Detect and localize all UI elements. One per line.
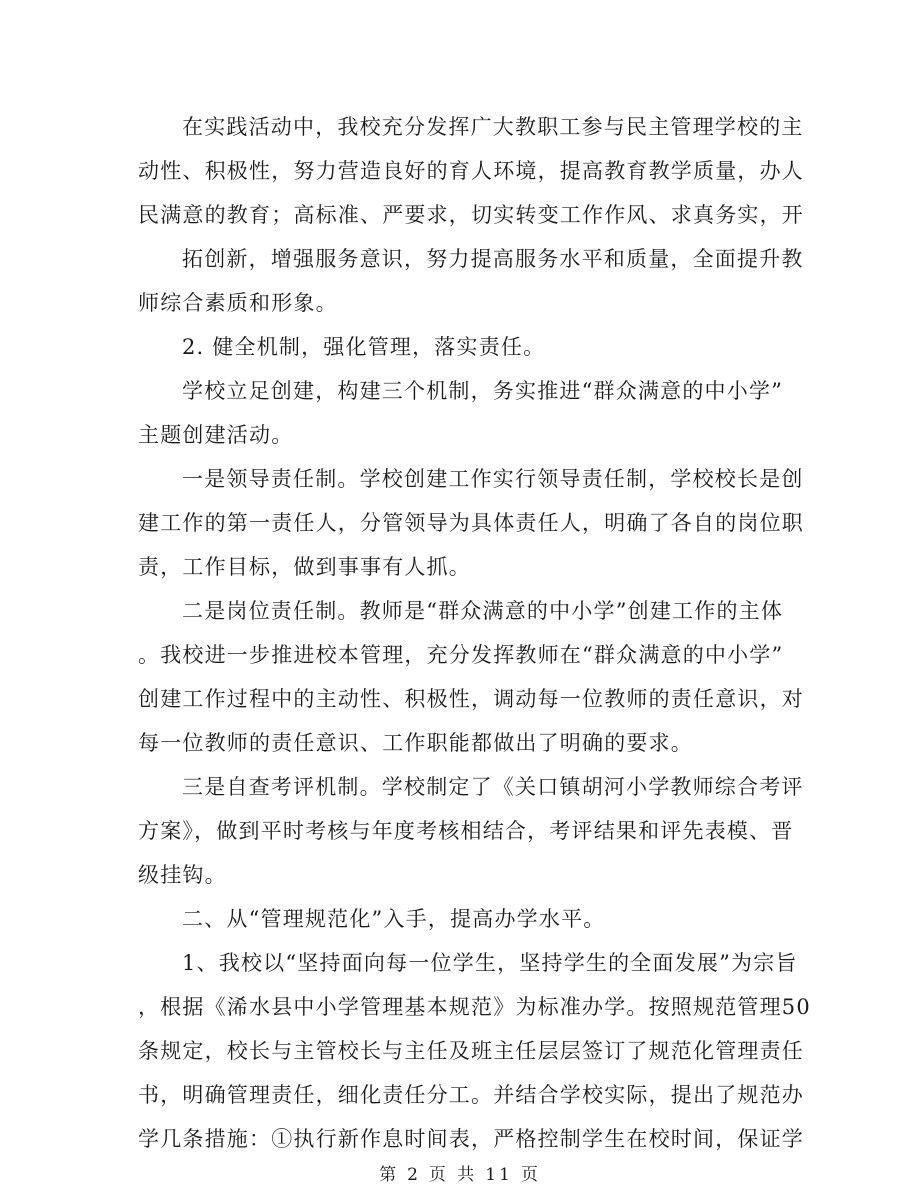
section-heading: 二、从“管理规范化”入手，提高办学水平。 [182,907,606,931]
footer-suffix: 页 [520,1165,541,1185]
paragraph-line: 民满意的教育；高标准、严要求，切实转变工作作风、求真务实，开 [138,203,804,227]
paragraph-line: 学校立足创建，构建三个机制，务实推进“群众满意的中小学” [182,379,784,403]
paragraph-line: 级挂钩。 [138,863,227,887]
paragraph-line: 责，工作目标，做到事事有人抓。 [138,555,471,579]
footer-page-number: 2 [407,1165,421,1185]
paragraph-line: 条规定，校长与主管校长与主任及班主任层层签订了规范化管理责任 [138,1039,804,1063]
paragraph-line: 学几条措施：①执行新作息时间表，严格控制学生在校时间，保证学 [138,1127,804,1151]
paragraph-line: 创建工作过程中的主动性、积极性，调动每一位教师的责任意识，对 [138,687,804,711]
paragraph-line: 方案》，做到平时考核与年度考核相结合，考评结果和评先表模、晋 [138,819,794,843]
paragraph-line: 书，明确管理责任，细化责任分工。并结合学校实际，提出了规范办 [138,1083,804,1107]
paragraph-line: 拓创新，增强服务意识，努力提高服务水平和质量，全面提升教 [182,247,804,271]
section-heading: 2. 健全机制，强化管理，落实责任。 [182,335,546,359]
paragraph-line: 一是领导责任制。学校创建工作实行领导责任制，学校校长是创 [182,467,804,491]
paragraph-line: 。我校进一步推进校本管理，充分发挥教师在“群众满意的中小学” [138,643,784,667]
paragraph-line: 二是岗位责任制。教师是“群众满意的中小学”创建工作的主体 [182,599,784,623]
paragraph-line: 每一位教师的责任意识、工作职能都做出了明确的要求。 [138,731,693,755]
paragraph-line: 师综合素质和形象。 [138,291,338,315]
footer-total-pages: 11 [485,1165,513,1185]
paragraph-line: ，根据《浠水县中小学管理基本规范》为标准办学。按照规范管理50 [138,995,811,1019]
paragraph-line: 动性、积极性，努力营造良好的育人环境，提高教育教学质量，办人 [138,159,804,183]
paragraph-line: 建工作的第一责任人，分管领导为具体责任人，明确了各自的岗位职 [138,511,804,535]
footer-middle: 页 共 [428,1165,478,1185]
page-footer [0,1160,920,1185]
paragraph-line: 1、我校以“坚持面向每一位学生，坚持学生的全面发展”为宗旨 [182,951,798,975]
paragraph-line: 主题创建活动。 [138,423,294,447]
footer-prefix: 第 [379,1165,400,1185]
paragraph-line: 三是自查考评机制。学校制定了《关口镇胡河小学教师综合考评 [182,775,804,799]
paragraph-line: 在实践活动中，我校充分发挥广大教职工参与民主管理学校的主 [182,115,804,139]
